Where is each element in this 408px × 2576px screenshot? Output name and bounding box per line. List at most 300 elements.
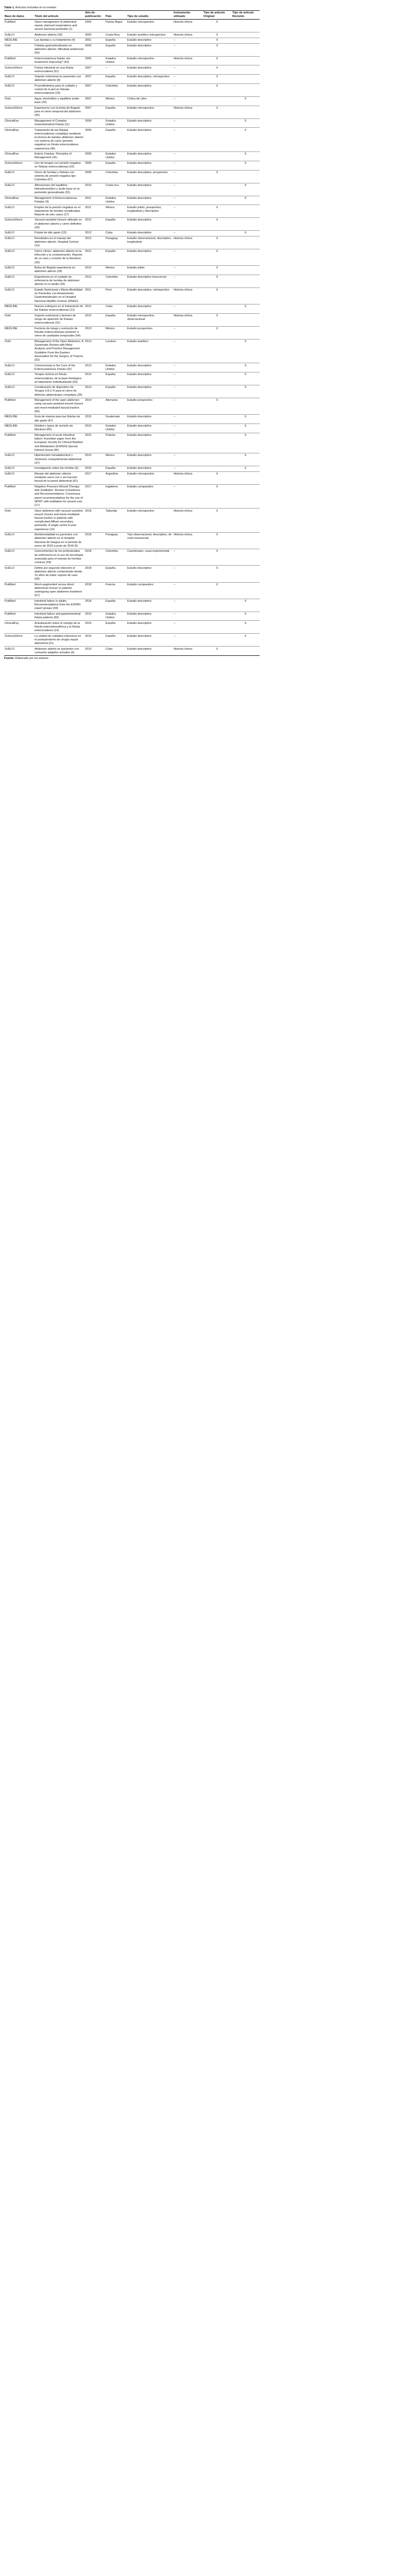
cell-year: 2000 bbox=[85, 20, 92, 24]
cell-database: SciELO bbox=[5, 647, 14, 651]
cell-country: México bbox=[106, 327, 115, 330]
header-database: Base de datos bbox=[5, 15, 24, 19]
table-row bbox=[4, 599, 260, 612]
cell-database: ClinicalKey bbox=[5, 152, 19, 156]
cell-instrument: Historia clínica bbox=[174, 533, 193, 537]
cell-original: X bbox=[216, 250, 218, 253]
cell-year: 2015 bbox=[85, 415, 92, 419]
cell-instrument: – bbox=[174, 399, 176, 402]
table-row bbox=[4, 647, 260, 656]
cell-review bbox=[232, 275, 260, 287]
cell-original bbox=[203, 433, 232, 453]
cell-year: 2007 bbox=[85, 66, 92, 70]
cell-instrument: – bbox=[174, 566, 176, 570]
cell-review: X bbox=[244, 196, 247, 200]
table-row bbox=[4, 385, 260, 398]
cell-review bbox=[232, 582, 260, 599]
cell-original: X bbox=[216, 171, 218, 174]
table-row bbox=[4, 75, 260, 84]
cell-year: 2012 bbox=[85, 231, 92, 235]
cell-review: X bbox=[244, 119, 247, 123]
cell-title: Intestinal failure in adults: Recommendations from the ESPEN expert groups (59) bbox=[35, 599, 81, 611]
cell-country: Inglaterra bbox=[106, 485, 118, 488]
cell-database: SciELO bbox=[5, 231, 14, 235]
cell-study-type: Estudio descriptivo transversal bbox=[127, 276, 166, 279]
cell-country: España bbox=[106, 467, 115, 470]
cell-instrument: – bbox=[174, 266, 176, 270]
cell-year: 2012 bbox=[85, 218, 92, 222]
cell-title: Alteraciones del equilibrio hidroelectrolítico y ácido base en la peritonitis generalizada (53) bbox=[35, 183, 80, 195]
cell-study-type: Estudio descriptivo bbox=[127, 364, 151, 367]
cell-original bbox=[203, 128, 232, 152]
cell-title: Fístula intestinal en una fístula enterocutánea (51) bbox=[35, 66, 74, 73]
cell-review: X bbox=[244, 434, 247, 437]
cell-original: X bbox=[216, 44, 218, 47]
table-row bbox=[4, 170, 260, 183]
cell-study-type: Estudio comparativo bbox=[127, 485, 154, 488]
cell-database: MEDLINE bbox=[5, 425, 18, 428]
cell-year: 2011 bbox=[85, 196, 92, 200]
cell-review bbox=[232, 532, 260, 549]
cell-review: X bbox=[244, 415, 247, 419]
cell-instrument: – bbox=[174, 454, 176, 457]
cell-instrument: Historia clínica bbox=[174, 33, 193, 37]
cell-study-type: Estudio descriptivo bbox=[127, 467, 151, 470]
cell-title: La unidad de cuidados intensivos en el postoperatorio de cirugía mayor abdominal (21) bbox=[35, 634, 81, 646]
cell-country: Colombia bbox=[106, 84, 118, 88]
cell-original: X bbox=[216, 276, 218, 279]
cell-instrument: – bbox=[174, 434, 176, 437]
cell-study-type: Estudio descriptivo bbox=[127, 66, 151, 70]
cell-instrument: – bbox=[174, 44, 176, 47]
cell-review bbox=[232, 75, 260, 84]
cell-instrument: – bbox=[174, 583, 176, 586]
cell-database: SciELO bbox=[5, 171, 14, 174]
cell-review: X bbox=[244, 128, 247, 132]
cell-study-type: Estudio retrospectivo bbox=[127, 106, 155, 110]
table-row bbox=[4, 621, 260, 634]
cell-review: X bbox=[244, 634, 247, 638]
cell-review: X bbox=[244, 161, 247, 165]
cell-original bbox=[203, 161, 232, 170]
cell-study-type: Estudio analítico bbox=[127, 340, 149, 343]
cell-title: Abdomen abierto en pacientes con contusión adaptive actuales (6) bbox=[35, 647, 79, 654]
cell-title: Soporte nutricional y factores de riesgo de aparición de fístulas enterocutáneas (31) bbox=[35, 314, 76, 325]
cell-database: MEDLINE bbox=[5, 415, 18, 419]
cell-year: 2013 bbox=[85, 340, 92, 343]
cell-original: X bbox=[216, 509, 218, 513]
cell-review: X bbox=[244, 97, 247, 101]
cell-title: Empleo de la presión negativa en el tratamiento de heridas complicadas. Reporte de seis casos (27) bbox=[35, 206, 81, 216]
table-row bbox=[4, 196, 260, 205]
cell-country: Cuba bbox=[106, 231, 113, 235]
cell-database: SciELO bbox=[5, 206, 14, 209]
cell-database: PubMed bbox=[5, 399, 15, 402]
table-row bbox=[4, 205, 260, 218]
cell-country: España bbox=[106, 128, 115, 132]
cell-database: SciELO bbox=[5, 276, 14, 279]
cell-instrument: – bbox=[174, 171, 176, 174]
cell-study-type: Estudio descriptivo bbox=[127, 39, 151, 42]
cell-title: Abdomen abierto (18) bbox=[35, 33, 63, 37]
cell-country: España bbox=[106, 621, 115, 625]
cell-instrument: – bbox=[174, 364, 176, 367]
cell-country: España bbox=[106, 386, 115, 389]
cell-study-type: Tipo observacional, descriptivo, de corte transversal bbox=[127, 533, 172, 540]
cell-instrument: – bbox=[174, 75, 176, 79]
cell-database: Ovid bbox=[5, 314, 11, 317]
cell-original: X bbox=[216, 566, 218, 570]
cell-country: Cuba bbox=[106, 647, 113, 651]
cell-review: X bbox=[244, 454, 247, 457]
cell-study-type: Estudio descriptivo bbox=[127, 152, 151, 156]
cell-review: X bbox=[244, 373, 247, 377]
cell-country: España bbox=[106, 218, 115, 222]
cell-year: 2007 bbox=[85, 106, 92, 110]
cell-review bbox=[232, 249, 260, 265]
cell-original bbox=[203, 385, 232, 398]
cell-title: Tratamiento de las fístulas enterocutáneas complejas mediante la técnica de bandas abdomen abierto con sistema de vacío (presión negativa) en fístula enterocutánea: experiencia (46) bbox=[35, 128, 83, 150]
cell-instrument: Historia clínica bbox=[174, 288, 193, 292]
cell-country: España bbox=[106, 314, 115, 317]
table-row bbox=[4, 304, 260, 313]
cell-study-type: Estudio retrospectivo bbox=[127, 509, 155, 513]
cell-database: SciELO bbox=[5, 266, 14, 270]
cell-year: 2007 bbox=[85, 97, 92, 101]
cell-review bbox=[232, 205, 260, 218]
cell-review: X bbox=[244, 183, 247, 187]
cell-year: 2007 bbox=[85, 75, 92, 79]
cell-instrument: – bbox=[174, 386, 176, 389]
header-original: Tipo de artículo Original bbox=[203, 11, 225, 19]
cell-title: Uso de terapia con presión negativa en fístulas enterocutáneas (16) bbox=[35, 161, 81, 169]
cell-instrument: – bbox=[174, 327, 176, 330]
table-row bbox=[4, 83, 260, 96]
cell-title: Experiencia en el cuidado de enfermería de heridas de abdomen abierto en el adulto (29) bbox=[35, 276, 80, 286]
cell-review: X bbox=[244, 231, 247, 235]
cell-database: Ovid bbox=[5, 509, 11, 513]
cell-review bbox=[232, 83, 260, 96]
cell-original bbox=[203, 152, 232, 161]
cell-database: MEDLINE bbox=[5, 327, 18, 330]
table-row bbox=[4, 236, 260, 249]
cell-year: 2010 bbox=[85, 183, 92, 187]
cell-country: Colombia bbox=[106, 550, 118, 553]
table-row bbox=[4, 339, 260, 363]
cell-year: 2001 bbox=[85, 39, 92, 42]
cell-year: 2014 bbox=[85, 386, 92, 389]
cell-title: Intestinal failure and gastrointestinal fistula patients (60) bbox=[35, 612, 81, 620]
cell-study-type: Estudio analítico retrospectivo bbox=[127, 33, 166, 37]
cell-original bbox=[203, 339, 232, 363]
cell-year: 2015 bbox=[85, 454, 92, 457]
cell-country: España bbox=[106, 566, 115, 570]
cell-database: SciELO bbox=[5, 75, 14, 79]
cell-database: PubMed bbox=[5, 583, 15, 586]
cell-year: 2009 bbox=[85, 119, 92, 123]
cell-year: 2019 bbox=[85, 647, 92, 651]
cell-study-type: Estudio descriptivo bbox=[127, 305, 151, 309]
cell-instrument: – bbox=[174, 231, 176, 235]
cell-title: Open management of abdominal sepsis: planned reoperations and severe bacterial peritonitis (1) bbox=[35, 20, 77, 31]
cell-year: 2018 bbox=[85, 599, 92, 603]
cell-instrument: – bbox=[174, 39, 176, 42]
cell-title: Combinación de dispositivo de Terapia V.A.C.® para el cierre de defectos abdominales complejos (35) bbox=[35, 386, 82, 397]
cell-study-type: Crítica de Libro bbox=[127, 97, 147, 101]
cell-original bbox=[203, 363, 232, 372]
cell-title: Soporte nutricional en pacientes con abdomen abierto (8) bbox=[35, 75, 81, 82]
cell-review: X bbox=[244, 612, 247, 616]
cell-study-type: Estudio descriptivo bbox=[127, 415, 151, 419]
cell-original bbox=[203, 634, 232, 647]
cell-review bbox=[232, 106, 260, 118]
cell-instrument: Historia clínica bbox=[174, 314, 193, 317]
cell-original bbox=[203, 183, 232, 196]
cell-original: X bbox=[216, 33, 218, 37]
cell-year: 2019 bbox=[85, 612, 92, 616]
cell-review bbox=[232, 266, 260, 275]
table-row bbox=[4, 612, 260, 621]
cell-title: Guía de manejo para las fístulas de alto gasto (47) bbox=[35, 415, 80, 422]
cell-country: España bbox=[106, 75, 115, 79]
cell-study-type: Estudio descriptivo bbox=[127, 599, 151, 603]
cell-original bbox=[203, 415, 232, 424]
cell-instrument: – bbox=[174, 161, 176, 165]
cell-database: SciELO bbox=[5, 237, 14, 241]
cell-country: Estados Unidos bbox=[106, 612, 116, 620]
cell-original: X bbox=[216, 533, 218, 537]
cell-year: 2012 bbox=[85, 237, 92, 241]
table-row bbox=[4, 43, 260, 56]
cell-instrument: Historia clínica bbox=[174, 57, 193, 60]
cell-title: Define por segundo intención el abdomen abierto contaminado desde 10 años de edad: reporte de caso (58) bbox=[35, 566, 82, 581]
cell-study-type: Estudio descriptivo bbox=[127, 373, 151, 377]
cell-year: 2013 bbox=[85, 364, 92, 367]
source-text: Elaborado por los autores bbox=[15, 657, 48, 660]
cell-year: 2015 bbox=[85, 434, 92, 437]
cell-original: X bbox=[216, 66, 218, 70]
cell-original bbox=[203, 612, 232, 621]
cell-original: X bbox=[216, 583, 218, 586]
cell-review: X bbox=[244, 599, 247, 603]
cell-country: España bbox=[106, 373, 115, 377]
cell-country: España bbox=[106, 39, 115, 42]
cell-title: Terapia nutricia en fístula enterocutánea, de la base fisiológica al tratamiento individualizado (63) bbox=[35, 373, 81, 384]
cell-database: ScienceDirect bbox=[5, 106, 23, 110]
cell-title: Estado Nutricional y Morta-Morbilidad en Pacientes con Anastomosis Gastrointestinales en el Hospital Nacional Hipólito Unanue (HNHU) bbox=[35, 288, 83, 303]
cell-study-type: Estudio descriptivo bbox=[127, 183, 151, 187]
table-row bbox=[4, 582, 260, 599]
cell-original: X bbox=[216, 399, 218, 402]
cell-year: 2012 bbox=[85, 250, 92, 253]
cell-title: Management of the open abdomen using vacuum-assisted wound closure and mesh-mediated fascial traction (66) bbox=[35, 399, 83, 413]
cell-instrument: – bbox=[174, 373, 176, 377]
table-row bbox=[4, 287, 260, 304]
header-title: Título del artículo bbox=[35, 15, 59, 19]
cell-database: MEDLINE bbox=[5, 39, 18, 42]
cell-title: Management of the Open Abdomen: A Systematic Review with Meta-Analysis and Practice Management Guideline From the Eastern Association for the Surgery of Trauma (62) bbox=[35, 340, 83, 362]
cell-instrument: – bbox=[174, 97, 176, 101]
cell-title: Cierre de heridas y fístulas con sistema de presión negativa tipo Colombia (67) bbox=[35, 171, 76, 182]
cell-year: 2012 bbox=[85, 276, 92, 279]
cell-study-type: Estudio descriptivo bbox=[127, 621, 151, 625]
cell-title: Las bandas y su tratamiento (4) bbox=[35, 39, 75, 42]
cell-study-type: Estudio retrospectivo bbox=[127, 20, 155, 24]
cell-study-type: Estudio descriptivo bbox=[127, 84, 151, 88]
cell-year: 2009 bbox=[85, 128, 92, 132]
cell-original: X bbox=[216, 206, 218, 209]
cell-title: Management of Complex Gastrointestinal Fistula (11) bbox=[35, 119, 70, 127]
cell-review bbox=[232, 38, 260, 43]
cell-study-type: Estudio descriptivo bbox=[127, 566, 151, 570]
cell-original: X bbox=[216, 485, 218, 488]
cell-study-type: Cuestionario, cuasi-experimental bbox=[127, 550, 169, 553]
cell-study-type: Estudio prospectivo bbox=[127, 327, 152, 330]
cell-instrument: Historia clínica bbox=[174, 106, 193, 110]
cell-year: 2019 bbox=[85, 621, 92, 625]
cell-original bbox=[203, 599, 232, 612]
cell-title: Morbimortalidad en pacientes con abdomen abierto en el Hospital Nacional de Itauguá en el periodo de enero de 2016 a junio de 2018 (5) bbox=[35, 533, 82, 548]
cell-review bbox=[232, 647, 260, 656]
cell-title: Enterocutaneous fistula: are treatments improving? (43) bbox=[35, 57, 71, 64]
cell-year: 2018 bbox=[85, 583, 92, 586]
caption-label: Tabla 1. bbox=[4, 6, 15, 9]
cell-original: X bbox=[216, 237, 218, 241]
cell-title: Resultados en el manejo del abdomen abierto. Hospital Central (10) bbox=[35, 237, 78, 248]
cell-review: X bbox=[244, 305, 247, 309]
table-row bbox=[4, 266, 260, 275]
cell-study-type: Estudio retrospectivo bbox=[127, 472, 155, 476]
cell-country: Colombia bbox=[106, 276, 118, 279]
cell-original: X bbox=[216, 288, 218, 292]
cell-country: México bbox=[106, 266, 115, 270]
cell-database: SciELO bbox=[5, 533, 14, 537]
cell-country: España bbox=[106, 250, 115, 253]
cell-title: Open abdomen with vacuum-assisted wound closure and mesh-mediated fascial traction in patients with complicated diffuse secondary peritonitis: A single-centre 8-year experience (14) bbox=[35, 509, 83, 531]
table-row bbox=[4, 532, 260, 549]
cell-instrument: – bbox=[174, 250, 176, 253]
table-row bbox=[4, 466, 260, 472]
cell-study-type: Estudio prospectivo bbox=[127, 399, 152, 402]
cell-database: SciELO bbox=[5, 467, 14, 470]
cell-original bbox=[203, 96, 232, 106]
cell-instrument: – bbox=[174, 66, 176, 70]
table-row bbox=[4, 326, 260, 339]
cell-original: X bbox=[216, 57, 218, 60]
cell-study-type: Estudio descriptivo bbox=[127, 231, 151, 235]
cell-country: Estados Unidos bbox=[106, 119, 116, 127]
cell-original: X bbox=[216, 39, 218, 42]
header-country: País bbox=[106, 15, 112, 19]
cell-database: Ovid bbox=[5, 44, 11, 47]
cell-original bbox=[203, 372, 232, 385]
cell-study-type: Estudio retrospectivo, observacional bbox=[127, 314, 155, 321]
cell-original bbox=[203, 424, 232, 433]
table-row bbox=[4, 363, 260, 372]
table-row bbox=[4, 313, 260, 326]
cell-instrument: – bbox=[174, 119, 176, 123]
table-row bbox=[4, 183, 260, 196]
cell-study-type: Estudio descriptivo bbox=[127, 119, 151, 123]
cell-instrument: – bbox=[174, 183, 176, 187]
cell-year: 2011 bbox=[85, 206, 92, 209]
table-row bbox=[4, 566, 260, 582]
cell-database: ScienceDirect bbox=[5, 634, 23, 638]
cell-year: 2011 bbox=[85, 288, 92, 292]
cell-study-type: Estudio descriptivo bbox=[127, 634, 151, 638]
table-row bbox=[4, 433, 260, 453]
cell-year: 2018 bbox=[85, 550, 92, 553]
cell-country: Francia bbox=[106, 583, 115, 586]
cell-review bbox=[232, 566, 260, 582]
cell-country: Estados Unidos bbox=[106, 196, 116, 204]
table-row bbox=[4, 453, 260, 466]
table-row bbox=[4, 484, 260, 509]
cell-country: México bbox=[106, 454, 115, 457]
cell-country: España bbox=[106, 161, 115, 165]
cell-title: Agua, electrolitos y equilibrio ácido-base (24) bbox=[35, 97, 80, 105]
cell-title: Experiencia con la bolsa de Bogotá para el cierre temporal del abdomen (45) bbox=[35, 106, 81, 117]
table-row bbox=[4, 424, 260, 433]
cell-review bbox=[232, 32, 260, 38]
cell-review bbox=[232, 326, 260, 339]
cell-database: ClinicalKey bbox=[5, 196, 19, 200]
cell-year: 2017 bbox=[85, 485, 92, 488]
cell-review: X bbox=[244, 425, 247, 428]
cell-database: ScienceDirect bbox=[5, 218, 23, 222]
cell-database: ClinicalKey bbox=[5, 621, 19, 625]
cell-country: México bbox=[106, 206, 115, 209]
cell-instrument: – bbox=[174, 305, 176, 309]
cell-study-type: Estudio descriptivo bbox=[127, 44, 151, 47]
table-row bbox=[4, 38, 260, 43]
cell-instrument: Historia clínica bbox=[174, 237, 193, 241]
cell-original: X bbox=[216, 218, 218, 222]
table-row bbox=[4, 106, 260, 118]
cell-database: ClinicalKey bbox=[5, 119, 19, 123]
cell-review bbox=[232, 484, 260, 509]
cell-year: 2009 bbox=[85, 171, 92, 174]
cell-instrument: – bbox=[174, 152, 176, 156]
cell-database: SciELO bbox=[5, 364, 14, 367]
cell-original bbox=[203, 196, 232, 205]
cell-year: 2014 bbox=[85, 373, 92, 377]
table-row bbox=[4, 20, 260, 32]
cell-review bbox=[232, 398, 260, 415]
cell-database: SciELO bbox=[5, 183, 14, 187]
cell-review bbox=[232, 287, 260, 304]
cell-database: SciELO bbox=[5, 33, 14, 37]
cell-original: X bbox=[216, 20, 218, 24]
header-review: Tipo de artículo Revisión bbox=[232, 11, 254, 19]
cell-country: – bbox=[106, 66, 108, 70]
cell-instrument: – bbox=[174, 218, 176, 222]
cell-country: Estados Unidos bbox=[106, 57, 116, 64]
cell-title: Enteric Fistulas: Principles of Management (41) bbox=[35, 152, 72, 160]
cell-study-type: Estudio descriptivo bbox=[127, 128, 151, 132]
cell-title: Divided o types de revisión de literatura (65) bbox=[35, 425, 73, 432]
cell-year: 2009 bbox=[85, 152, 92, 156]
cell-title: Actualización sobre el manejo de la fístula enteroatmosférica y la fístula enterocutánea (14) bbox=[35, 621, 80, 633]
cell-review bbox=[232, 313, 260, 326]
cell-review: X bbox=[244, 340, 247, 343]
cell-country: Argentina bbox=[106, 472, 118, 476]
cell-country: Estados Unidos bbox=[106, 152, 116, 160]
cell-review bbox=[232, 509, 260, 533]
cell-title: Cierre clínico: abdomen abierto en la infección y la contaminación. Reporte de un caso y revisión de la literatura (33) bbox=[35, 250, 82, 264]
table-row bbox=[4, 634, 260, 647]
caption-text: Artículos incluidos en la revisión bbox=[15, 6, 57, 9]
